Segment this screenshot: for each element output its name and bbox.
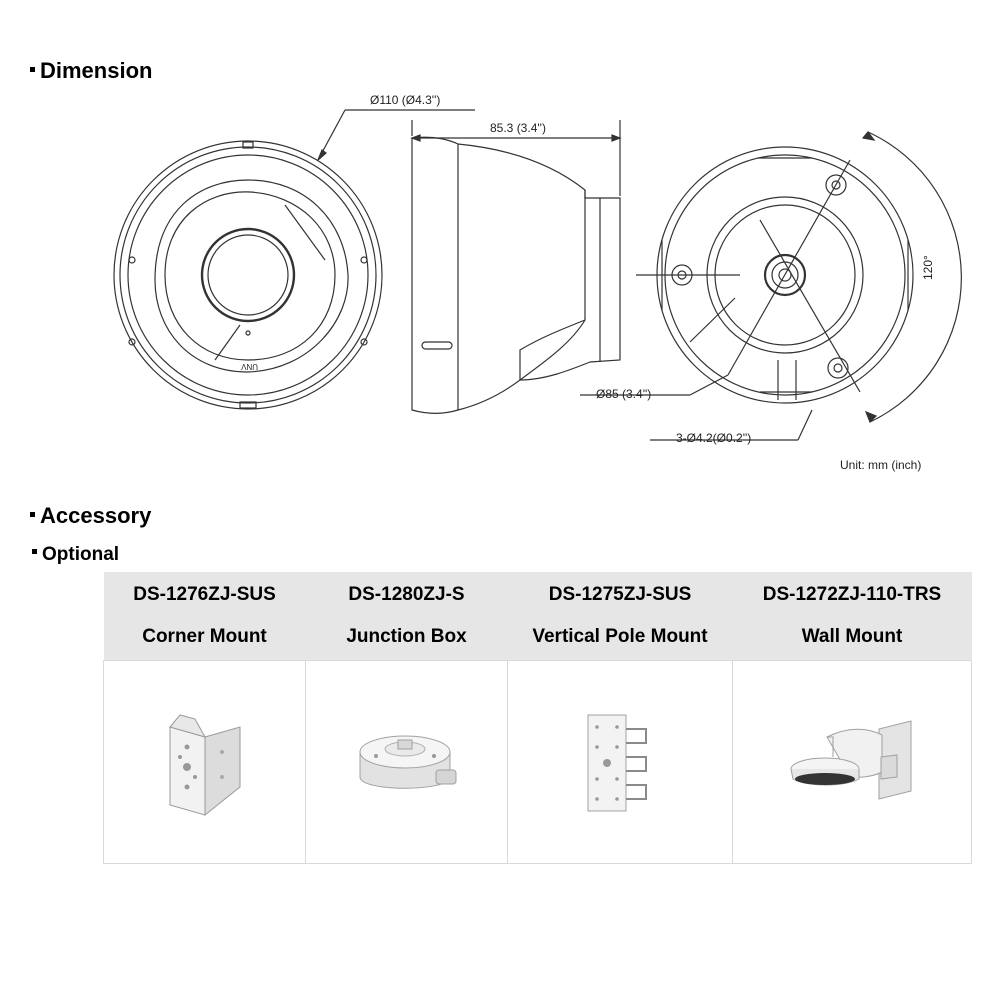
bullet-square-icon — [30, 512, 35, 517]
dimension-drawing — [0, 80, 1000, 480]
accessory-image-cell — [508, 661, 733, 864]
accessory-header-cell — [508, 572, 733, 661]
corner-mount-image — [160, 707, 250, 817]
accessory-model: DS-1272ZJ-110-TRS — [762, 584, 942, 605]
accessory-image-cell — [104, 661, 306, 864]
accessory-name: Wall Mount — [801, 626, 903, 647]
accessory-image-row — [104, 661, 972, 864]
accessory-header-row — [104, 572, 972, 661]
unit-note: Unit: mm (inch) — [840, 458, 922, 472]
accessory-name: Vertical Pole Mount — [532, 626, 708, 647]
front-view — [114, 110, 475, 409]
pole-mount-image — [580, 707, 660, 817]
bullet-square-icon — [30, 67, 35, 72]
accessory-image-cell — [306, 661, 508, 864]
accessory-model: DS-1280ZJ-S — [348, 584, 465, 605]
bullet-square-icon — [32, 549, 37, 554]
front-logo: UNV — [241, 362, 258, 371]
accessory-header-cell — [733, 572, 972, 661]
accessory-image-cell — [733, 661, 972, 864]
label-base-diameter: Ø85 (3.4'') — [596, 387, 652, 401]
accessory-table — [103, 572, 972, 864]
accessory-model: DS-1276ZJ-SUS — [133, 584, 276, 605]
label-angle: 120° — [921, 255, 935, 280]
label-diameter-front: Ø110 (Ø4.3'') — [370, 93, 441, 107]
junction-box-image — [352, 722, 462, 802]
accessory-heading: Accessory — [30, 503, 151, 529]
wall-mount-image — [787, 717, 917, 807]
accessory-header-cell — [306, 572, 508, 661]
optional-subheading: Optional — [32, 544, 119, 566]
side-view — [412, 120, 620, 413]
label-holes: 3-Ø4.2(Ø0.2'') — [676, 431, 752, 445]
accessory-model: DS-1275ZJ-SUS — [548, 584, 692, 605]
accessory-name: Junction Box — [346, 626, 467, 647]
label-depth-side: 85.3 (3.4'') — [490, 121, 546, 135]
dimension-heading: Dimension — [30, 58, 152, 84]
accessory-name: Corner Mount — [142, 626, 267, 647]
accessory-header-cell — [104, 572, 306, 661]
